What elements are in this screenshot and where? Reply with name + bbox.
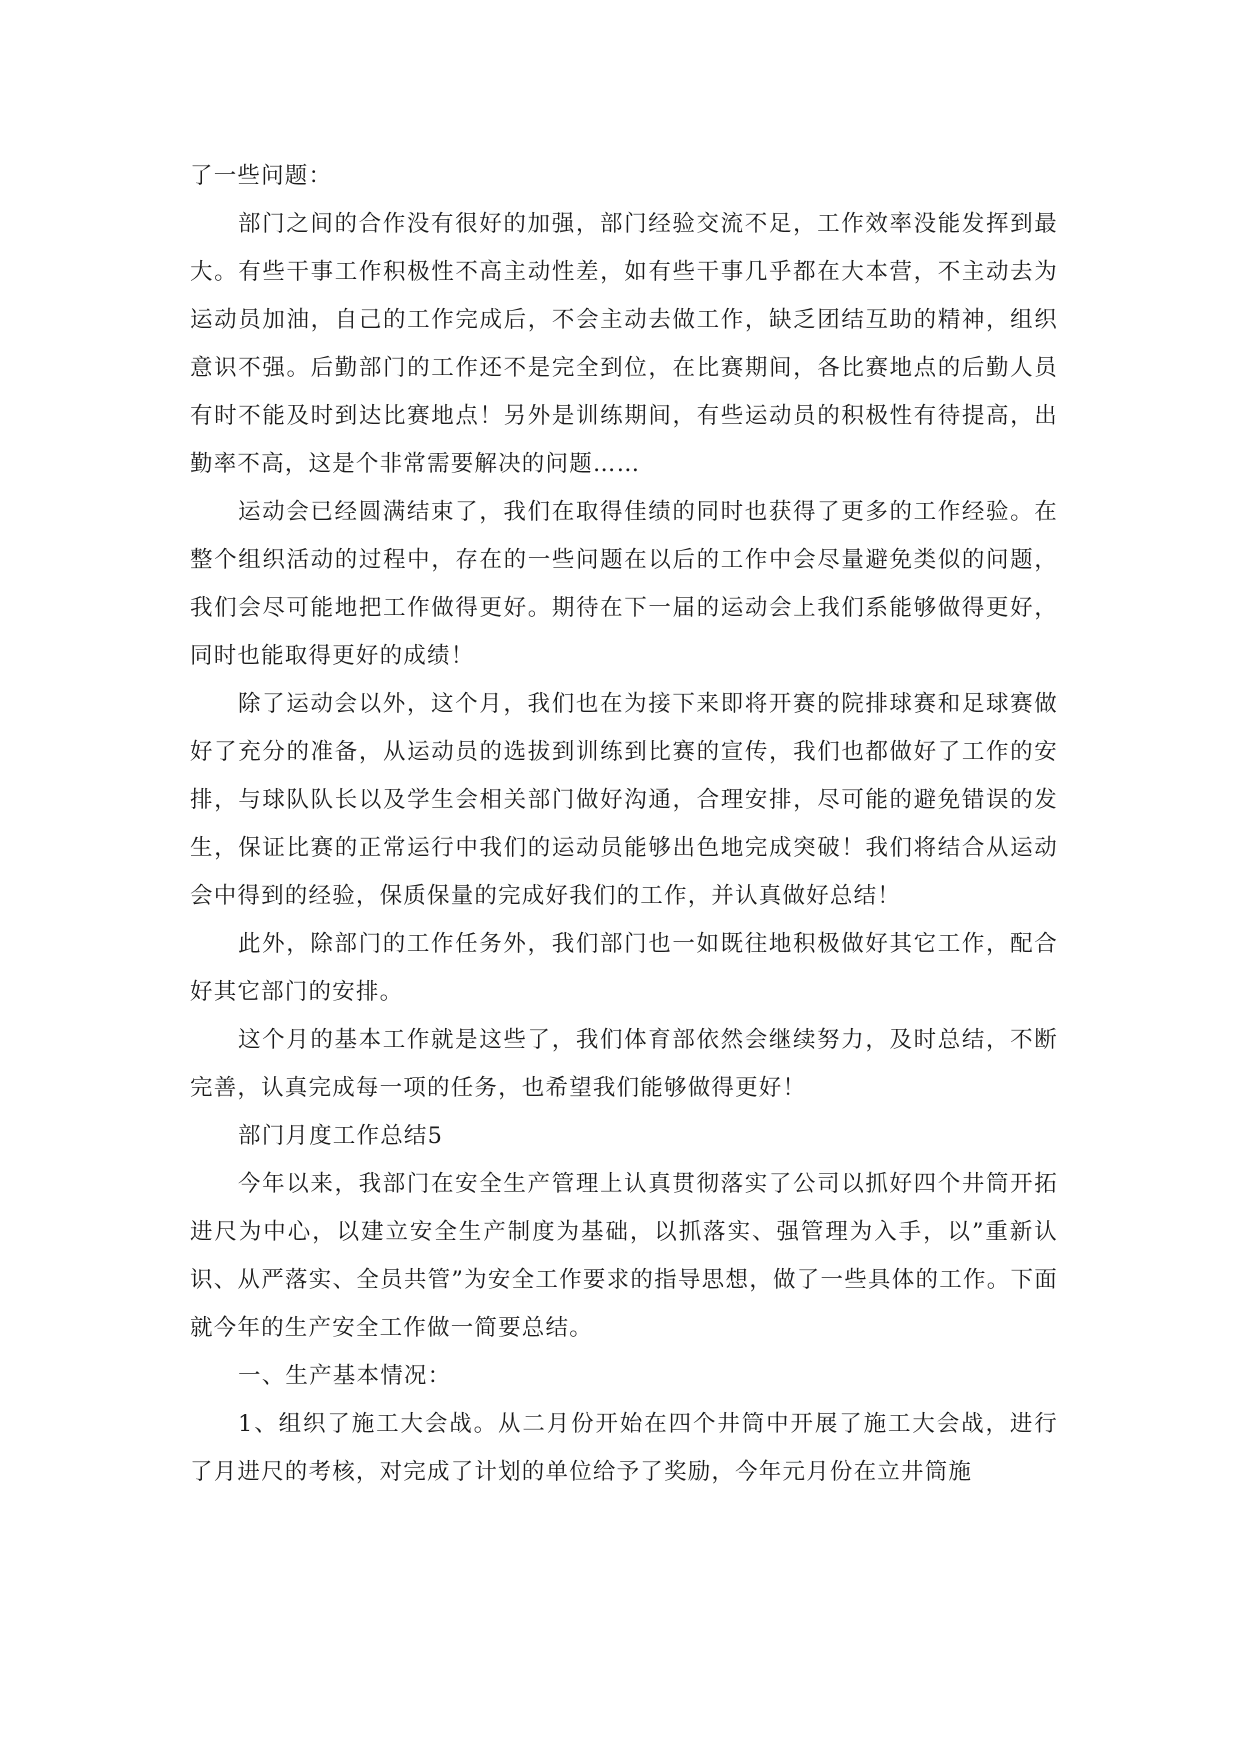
document-body	[190, 152, 1058, 1496]
section-title: 部门月度工作总结5	[238, 1123, 444, 1149]
paragraph-1: 了一些问题：	[190, 163, 333, 189]
paragraph-5: 此外，除部门的工作任务外，我们部门也一如既往地积极做好其它工作，配合好其它部门的安排。	[190, 931, 1058, 1005]
paragraph-8: 1、组织了施工大会战。从二月份开始在四个井筒中开展了施工大会战，进行了月进尺的考核，对完成了计划的单位给予了奖励，今年元月份在立井筒施	[190, 1411, 1058, 1485]
paragraph-3: 运动会已经圆满结束了，我们在取得佳绩的同时也获得了更多的工作经验。在整个组织活动的过程中，存在的一些问题在以后的工作中会尽量避免类似的问题，我们会尽可能地把工作做得更好。期待在下一届的运动会上我们系能够做得更好，同时也能取得更好的成绩！	[190, 499, 1058, 669]
paragraph-2: 部门之间的合作没有很好的加强，部门经验交流不足，工作效率没能发挥到最大。有些干事工作积极性不高主动性差，如有些干事几乎都在大本营，不主动去为运动员加油，自己的工作完成后，不会主动去做工作，缺乏团结互助的精神，组织意识不强。后勤部门的工作还不是完全到位，在比赛期间，各比赛地点的后勤人员有时不能及时到达比赛地点！另外是训练期间，有些运动员的积极性有待提高，出勤率不高，这是个非常需要解决的问题……	[190, 211, 1058, 477]
subsection-heading: 一、生产基本情况：	[238, 1363, 452, 1389]
paragraph-7: 今年以来，我部门在安全生产管理上认真贯彻落实了公司以抓好四个井筒开拓进尺为中心，以建立安全生产制度为基础，以抓落实、强管理为入手，以”重新认识、从严落实、全员共管”为安全工作要求的指导思想，做了一些具体的工作。下面就今年的生产安全工作做一简要总结。	[190, 1171, 1058, 1341]
paragraph-6: 这个月的基本工作就是这些了，我们体育部依然会继续努力，及时总结，不断完善，认真完成每一项的任务，也希望我们能够做得更好！	[190, 1027, 1058, 1101]
paragraph-4: 除了运动会以外，这个月，我们也在为接下来即将开赛的院排球赛和足球赛做好了充分的准备，从运动员的选拔到训练到比赛的宣传，我们也都做好了工作的安排，与球队队长以及学生会相关部门做好沟通，合理安排，尽可能的避免错误的发生，保证比赛的正常运行中我们的运动员能够出色地完成突破！我们将结合从运动会中得到的经验，保质保量的完成好我们的工作，并认真做好总结！	[190, 691, 1058, 909]
